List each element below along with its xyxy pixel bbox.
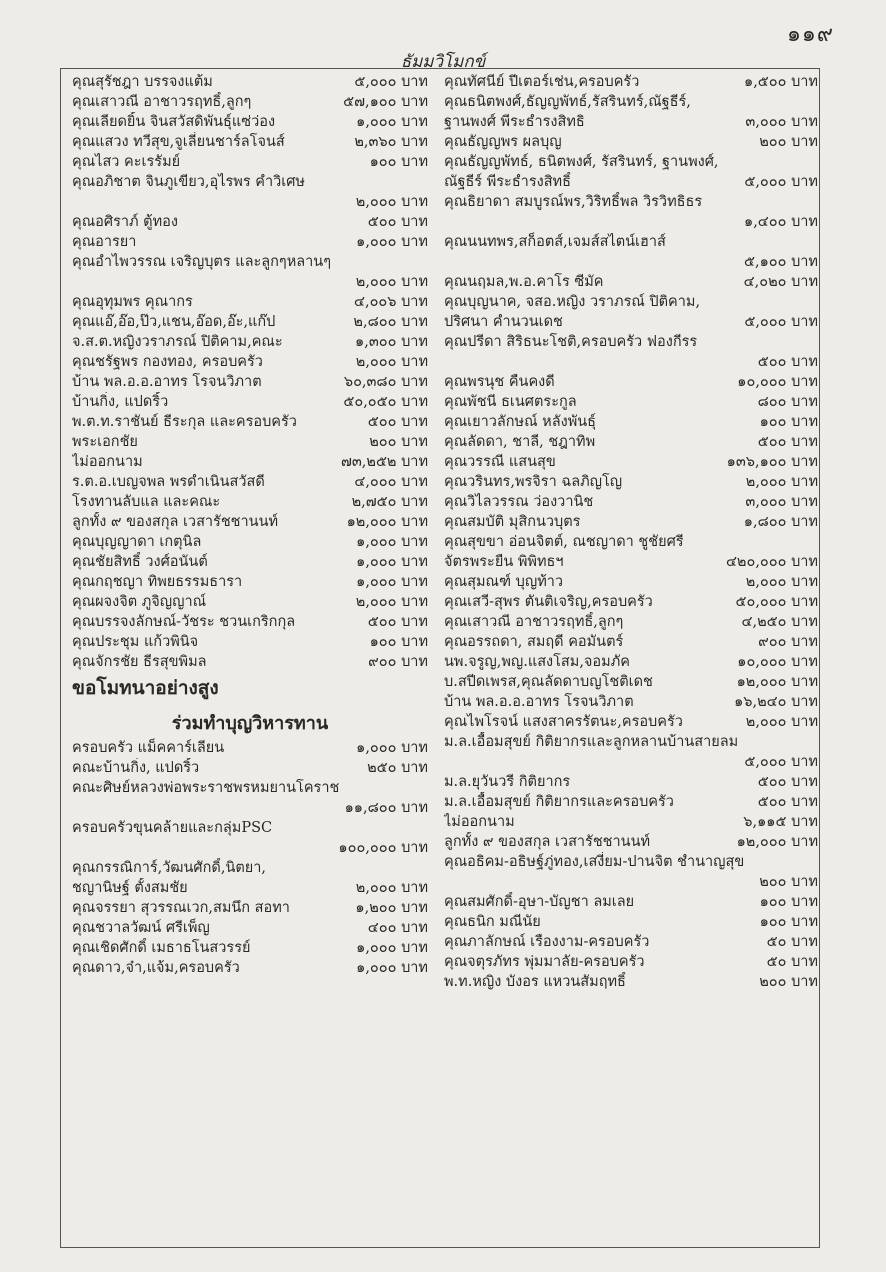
donor-row [444, 212, 818, 232]
donor-name: คุณพรนุช คืนคงดี [444, 374, 555, 390]
donor-row [444, 772, 818, 792]
donor-name: คุณนนทพร,สก็อตส์,เจมส์สไตน์เฮาส์ [444, 234, 666, 250]
donation-amount: ๑๐๐ บาท [369, 634, 428, 650]
donor-name: ชญานิษฐ์ ตั้งสมชัย [72, 880, 188, 896]
donor-row [444, 412, 818, 432]
donor-name: ม.ล.ยุวันวรี กิติยากร [444, 774, 571, 790]
donation-amount: ๖๐,๓๘๐ บาท [343, 374, 428, 390]
donor-row [444, 332, 818, 352]
donor-row [444, 192, 818, 212]
donor-row [444, 532, 818, 552]
donor-row [444, 272, 818, 292]
donation-amount: ๒,๓๖๐ บาท [354, 134, 428, 150]
donor-row [444, 252, 818, 272]
donor-name: คุณอุทุมพร คุณากร [72, 294, 193, 310]
donor-name: คุณบรรจงลักษณ์-วัชระ ชวนเกริกกุล [72, 614, 296, 630]
donor-name: คุณทัศนีย์ ปีเตอร์เช่น,ครอบครัว [444, 74, 640, 90]
donor-row [444, 672, 818, 692]
donor-name: คุณไสว คะเรรัมย์ [72, 154, 181, 170]
donation-amount: ๒,๐๐๐ บาท [745, 474, 818, 490]
donor-name: บ้าน พล.อ.อ.อาทร โรจนวิภาต [72, 374, 262, 390]
donation-amount: ๖,๑๑๕ บาท [743, 814, 818, 830]
donor-row [72, 758, 428, 778]
donor-row [72, 858, 428, 878]
donor-name: ปริศนา คำนวนเดช [444, 314, 563, 330]
donation-amount: ๔,๐๒๐ บาท [743, 274, 818, 290]
donation-amount: ๑๒,๐๐๐ บาท [346, 514, 428, 530]
donation-amount: ๒,๐๐๐ บาท [355, 880, 428, 896]
donation-amount: ๑๐,๐๐๐ บาท [737, 654, 818, 670]
donor-name: คุณวรรณี แสนสุข [444, 454, 556, 470]
donation-amount: ๕,๐๐๐ บาท [744, 174, 818, 190]
donor-name: คุณเสาวณี อาชาวรฤทธิ์,ลูกๆ [444, 614, 624, 630]
donor-name: คุณอธิคม-อธิษฐ์ภู่ทอง,เสงี่ยม-ปานจิต ชำนาญสุข [444, 854, 745, 870]
donation-amount: ๒,๘๐๐ บาท [353, 314, 428, 330]
donation-amount: ๑,๔๐๐ บาท [743, 214, 818, 230]
donation-amount: ๑๐๐ บาท [759, 894, 818, 910]
donor-row [444, 912, 818, 932]
donor-row [72, 632, 428, 652]
donor-name: ม.ล.เอื้อมสุขย์ กิติยากรและครอบครัว [444, 794, 674, 810]
donor-name: จัตรพระยืน พิพิทธฯ [444, 554, 564, 570]
donation-amount: ๑,๐๐๐ บาท [356, 234, 428, 250]
donation-amount: ๕๐๐ บาท [757, 794, 818, 810]
donor-name: ครอบครัวขุนคล้ายและกลุ่มPSC [72, 820, 273, 836]
donor-name: คุณนฤมล,พ.อ.คาโร ซีมัค [444, 274, 604, 290]
donor-row [444, 292, 818, 312]
donation-amount: ๓,๐๐๐ บาท [745, 114, 818, 130]
donation-amount: ๕๐๐ บาท [367, 414, 428, 430]
donation-amount: ๒๐๐ บาท [759, 874, 818, 890]
donor-row [444, 612, 818, 632]
donation-amount: ๕๐ บาท [766, 954, 818, 970]
donation-amount: ๕๐ บาท [766, 934, 818, 950]
donation-amount: ๑,๘๐๐ บาท [743, 514, 818, 530]
donor-row [72, 192, 428, 212]
donor-row [72, 778, 428, 798]
donor-row [72, 492, 428, 512]
donor-row [72, 818, 428, 838]
donor-row [72, 958, 428, 978]
donation-amount: ๕๐๐ บาท [757, 434, 818, 450]
donor-name: คุณจรรยา สุวรรณเวก,สมนึก สอทา [72, 900, 290, 916]
donor-row [72, 152, 428, 172]
donor-row [444, 472, 818, 492]
donor-row [72, 412, 428, 432]
donor-name: คุณชรัฐพร กองทอง, ครอบครัว [72, 354, 263, 370]
donation-amount: ๒๐๐ บาท [759, 134, 818, 150]
donation-amount: ๑๑,๘๐๐ บาท [344, 800, 428, 816]
donor-name: คุณธัญญพัทธ์, ธนิตพงศ์, รัสรินทร์, ฐานพงศ์, [444, 154, 719, 170]
donor-row [72, 272, 428, 292]
donor-name: จ.ส.ต.หญิงวราภรณ์ ปิติคาม,คณะ [72, 334, 283, 350]
donation-amount: ๑๐๐ บาท [759, 414, 818, 430]
donor-row [444, 752, 818, 772]
donor-name: ครอบครัว แม็คคาร์เลียน [72, 740, 225, 756]
donor-row [444, 932, 818, 952]
donor-row [444, 432, 818, 452]
donation-amount: ๒๕๐ บาท [367, 760, 428, 776]
donor-row [72, 332, 428, 352]
donor-name: คุณบุญนาค, จสอ.หญิง วราภรณ์ ปิติคาม, [444, 294, 701, 310]
donation-amount: ๔,๐๐๖ บาท [353, 294, 428, 310]
donor-row [444, 392, 818, 412]
donation-amount: ๕๐๐ บาท [367, 614, 428, 630]
donor-name: คุณลัดดา, ชาลี, ชฎาทิพ [444, 434, 596, 450]
donor-name: ไม่ออกนาม [72, 454, 143, 470]
donor-name: บ้านกิ่ง, แปดริ้ว [72, 394, 169, 410]
donor-name: คุณอำไพวรรณ เจริญบุตร และลูกๆหลานๆ [72, 254, 332, 270]
donation-amount: ๑๖,๒๔๐ บาท [734, 694, 818, 710]
donor-row [444, 172, 818, 192]
donor-name: คุณกรรณิการ์,วัฒนศักดิ์,นิตยา, [72, 860, 267, 876]
donor-name: คุณสุรัชฎา บรรจงแต้ม [72, 74, 213, 90]
donor-row [444, 812, 818, 832]
donor-row [72, 252, 428, 272]
donor-row [72, 878, 428, 898]
donation-amount: ๕๐,๐๐๐ บาท [735, 594, 818, 610]
donor-row [72, 392, 428, 412]
donor-row [72, 552, 428, 572]
donation-amount: ๑๐๐ บาท [369, 154, 428, 170]
donation-amount: ๑,๐๐๐ บาท [356, 534, 428, 550]
donor-row [72, 652, 428, 672]
donor-row [444, 112, 818, 132]
donor-name: คุณวิไลวรรณ ว่องวานิช [444, 494, 594, 510]
donor-name: คุณธนิก มณีนัย [444, 914, 541, 930]
donation-amount: ๑,๒๐๐ บาท [355, 900, 428, 916]
donation-amount: ๑,๐๐๐ บาท [356, 574, 428, 590]
donor-row [72, 572, 428, 592]
donation-amount: ๑๒,๐๐๐ บาท [736, 674, 818, 690]
donor-name: คุณธนิตพงศ์,ธัญญพัทธ์,รัสรินทร์,ณัฐธีร์, [444, 94, 691, 110]
donor-row [72, 532, 428, 552]
donor-name: คุณผจงจิต ภูจิญญาณ์ [72, 594, 207, 610]
donor-row [72, 452, 428, 472]
donor-row [444, 492, 818, 512]
donor-name: พระเอกชัย [72, 434, 138, 450]
donation-amount: ๕,๐๐๐ บาท [744, 754, 818, 770]
donation-amount: ๗๓,๒๕๒ บาท [340, 454, 428, 470]
donor-row [444, 312, 818, 332]
donor-name: คุณจตุรภัทร พุ่มมาลัย-ครอบครัว [444, 954, 645, 970]
left-column [72, 72, 428, 978]
donation-amount: ๑,๐๐๐ บาท [356, 940, 428, 956]
donor-row [444, 952, 818, 972]
donor-name: ณัฐธีร์ พีระธำรงสิทธิ์ [444, 174, 571, 190]
donor-row [444, 372, 818, 392]
section-heading: ขอโมทนาอย่างสูง [72, 677, 219, 699]
donor-row [444, 512, 818, 532]
donation-amount: ๒,๐๐๐ บาท [355, 194, 428, 210]
donor-name: คุณสุมณฑ์ บุญท้าว [444, 574, 564, 590]
donor-row [72, 612, 428, 632]
donor-row [72, 432, 428, 452]
donor-row [444, 972, 818, 992]
donation-amount: ๕,๐๐๐ บาท [354, 74, 428, 90]
donor-row [444, 692, 818, 712]
donor-name: คุณชวาลวัฒน์ ศรีเพ็ญ [72, 920, 210, 936]
donor-name: คุณอภิชาต จินภูเขียว,อุไรพร คำวิเศษ [72, 174, 305, 190]
donor-row [444, 872, 818, 892]
donor-name: คุณเยาวลักษณ์ หลังพันธุ์ [444, 414, 597, 430]
donor-name: คุณไพโรจน์ แสงสาครรัตนะ,ครอบครัว [444, 714, 683, 730]
donor-row [444, 852, 818, 872]
donation-amount: ๑,๐๐๐ บาท [356, 740, 428, 756]
donor-name: บ.สปีดเพรส,คุณลัดดาบญโชติเดช [444, 674, 653, 690]
donation-amount: ๘๐๐ บาท [757, 394, 818, 410]
donor-name: คุณบุญญาดา เกตุนิล [72, 534, 202, 550]
donor-name: นพ.จรูญ,พญ.แสงโสม,จอมภัค [444, 654, 630, 670]
donor-row [72, 472, 428, 492]
donor-row [444, 452, 818, 472]
donor-name: คุณประชุม แก้วพินิจ [72, 634, 199, 650]
donor-row [72, 938, 428, 958]
donor-row [444, 232, 818, 252]
donor-name: คุณเลียดยิ้น จินสวัสดิพันธุ์แซ่ว่อง [72, 114, 276, 130]
donor-row [72, 232, 428, 252]
donor-name: คุณสมศักดิ์-อุษา-บัญชา ลมเลย [444, 894, 635, 910]
donation-amount: ๕,๑๐๐ บาท [743, 254, 818, 270]
donation-amount: ๕๗,๑๐๐ บาท [343, 94, 428, 110]
donor-row [72, 898, 428, 918]
donation-amount: ๒,๐๐๐ บาท [745, 574, 818, 590]
donor-name: คุณอารยา [72, 234, 137, 250]
donation-amount: ๕๐๐ บาท [757, 354, 818, 370]
donor-name: พ.ต.ท.ราชันย์ ธีระกุล และครอบครัว [72, 414, 297, 430]
donor-row [72, 292, 428, 312]
donor-name: คุณธัญญพร ผลบุญ [444, 134, 562, 150]
donor-row [72, 312, 428, 332]
donation-amount: ๕,๐๐๐ บาท [744, 314, 818, 330]
donor-row [444, 552, 818, 572]
donation-amount: ๕๐,๐๕๐ บาท [343, 394, 428, 410]
donation-amount: ๒,๐๐๐ บาท [355, 594, 428, 610]
donation-amount: ๑,๐๐๐ บาท [356, 114, 428, 130]
donation-amount: ๕๐๐ บาท [367, 214, 428, 230]
donor-row [444, 792, 818, 812]
donor-name: ลูกทั้ง ๙ ของสกุล เวสารัชชานนท์ [444, 834, 651, 850]
donation-amount: ๔๐๐ บาท [367, 920, 428, 936]
donation-amount: ๙๐๐ บาท [368, 654, 428, 670]
right-donor-list [444, 72, 818, 992]
donor-row [444, 652, 818, 672]
donor-name: คุณดาว,จ๋า,แจ้ม,ครอบครัว [72, 960, 240, 976]
donor-name: คุณสุขขา อ่อนจิตต์, ณชญาดา ชูชัยศรี [444, 534, 684, 550]
donor-name: คุณธิยาดา สมบูรณ์พร,วิริทธิ์พล วิรวิทธิธร [444, 194, 703, 210]
donation-amount: ๑,๕๐๐ บาท [743, 74, 818, 90]
donor-row [444, 572, 818, 592]
donor-row [444, 132, 818, 152]
donor-row [444, 592, 818, 612]
donor-name: คุณอรรถดา, สมฤดี คอมันตร์ [444, 634, 624, 650]
donor-row [72, 512, 428, 532]
donation-amount: ๔๒๐,๐๐๐ บาท [725, 554, 818, 570]
donor-name: คุณปรีดา สิริธนะโชติ,ครอบครัว ฟองกีรร [444, 334, 698, 350]
page-number: ๑๑๙ [786, 22, 834, 47]
donor-row [72, 72, 428, 92]
donor-name: โรงทานลับแล และคณะ [72, 494, 221, 510]
donor-row [72, 212, 428, 232]
right-column [444, 72, 818, 992]
donation-amount: ๔,๐๐๐ บาท [354, 474, 428, 490]
donation-amount: ๙๐๐ บาท [758, 634, 818, 650]
donation-amount: ๑๐๐ บาท [759, 914, 818, 930]
left-vihara-donor-list [72, 738, 428, 978]
donor-row [72, 738, 428, 758]
donation-amount: ๑๒,๐๐๐ บาท [736, 834, 818, 850]
donor-row [72, 918, 428, 938]
donor-row [444, 632, 818, 652]
donor-name: คุณเสวี-สุพร ตันติเจริญ,ครอบครัว [444, 594, 653, 610]
donor-name: คุณเชิดศักดิ์ เมธาธโนสวรรย์ [72, 940, 251, 956]
donor-name: คุณพัชนี ธเนศตระกูล [444, 394, 577, 410]
donor-name: คณะบ้านกิ่ง, แปดริ้ว [72, 760, 200, 776]
donor-row [444, 892, 818, 912]
donation-amount: ๒๐๐ บาท [369, 434, 428, 450]
donation-amount: ๓,๐๐๐ บาท [745, 494, 818, 510]
donor-row [72, 132, 428, 152]
donor-row [444, 152, 818, 172]
donor-row [72, 112, 428, 132]
donor-name: พ.ท.หญิง บังอร แหวนสัมฤทธิ์ [444, 974, 626, 990]
donor-name: คุณจักรชัย ธีรสุขพิมล [72, 654, 207, 670]
donor-name: คุณอศิราภ์ ตู้ทอง [72, 214, 178, 230]
donor-row [72, 352, 428, 372]
donor-name: ลูกทั้ง ๙ ของสกุล เวสารัชชานนท์ [72, 514, 279, 530]
donation-amount: ๑๐๐,๐๐๐ บาท [338, 840, 428, 856]
donor-name: คณะศิษย์หลวงพ่อพระราชพรหมยานโคราช [72, 780, 340, 796]
donation-amount: ๒,๐๐๐ บาท [745, 714, 818, 730]
donor-name: คุณภาลักษณ์ เรืองงาม-ครอบครัว [444, 934, 650, 950]
donation-amount: ๑,๓๐๐ บาท [355, 334, 428, 350]
running-head: ธัมมวิโมกข์ [400, 52, 486, 72]
donor-row [72, 92, 428, 112]
donor-name: คุณวรินทร,พรจิรา ฉลภิญโญ [444, 474, 623, 490]
donor-name: คุณเสาวณี อาชาวรฤทธิ์,ลูกๆ [72, 94, 252, 110]
donor-name: ฐานพงศ์ พีระธำรงสิทธิ [444, 114, 585, 130]
donation-amount: ๕๐๐ บาท [757, 774, 818, 790]
donation-amount: ๒๐๐ บาท [759, 974, 818, 990]
donor-name: บ้าน พล.อ.อ.อาทร โรจนวิภาต [444, 694, 634, 710]
donor-row [72, 838, 428, 858]
donor-row [444, 92, 818, 112]
donor-row [72, 172, 428, 192]
donor-name: คุณแสวง ทวีสุข,จูเลี่ยนชาร์ลโจนส์ [72, 134, 285, 150]
donor-row [444, 352, 818, 372]
donor-name: คุณกฤชญา ทิพยธรรมธารา [72, 574, 243, 590]
donation-amount: ๑,๐๐๐ บาท [356, 554, 428, 570]
section-subheading: ร่วมทำบุญวิหารทาน [171, 713, 329, 734]
donation-amount: ๔,๒๕๐ บาท [741, 614, 818, 630]
donation-amount: ๑๓๖,๑๐๐ บาท [726, 454, 818, 470]
donor-row [444, 712, 818, 732]
donor-row [444, 732, 818, 752]
donation-amount: ๒,๗๕๐ บาท [351, 494, 428, 510]
donor-row [444, 72, 818, 92]
donation-amount: ๑๐,๐๐๐ บาท [737, 374, 818, 390]
donation-amount: ๒,๐๐๐ บาท [355, 274, 428, 290]
donor-row [72, 798, 428, 818]
donor-name: คุณชัยสิทธิ์ วงศ์อนันต์ [72, 554, 208, 570]
donor-row [72, 372, 428, 392]
donation-amount: ๑,๐๐๐ บาท [356, 960, 428, 976]
donation-amount: ๒,๐๐๐ บาท [355, 354, 428, 370]
donor-row [444, 832, 818, 852]
donor-name: คุณแอ๊,อ๊อ,ป๊ว,แชน,อ๊อด,อ๊ะ,แก๊ป [72, 314, 276, 330]
donor-name: คุณสมบัติ มุสิกนวบุตร [444, 514, 581, 530]
donor-name: ม.ล.เอื้อมสุขย์ กิติยากรและลูกหลานบ้านสายลม [444, 734, 739, 750]
left-donor-list [72, 72, 428, 672]
donor-name: ไม่ออกนาม [444, 814, 515, 830]
donor-name: ร.ต.อ.เบญจพล พรดำเนินสวัสดี [72, 474, 265, 490]
donor-row [72, 592, 428, 612]
